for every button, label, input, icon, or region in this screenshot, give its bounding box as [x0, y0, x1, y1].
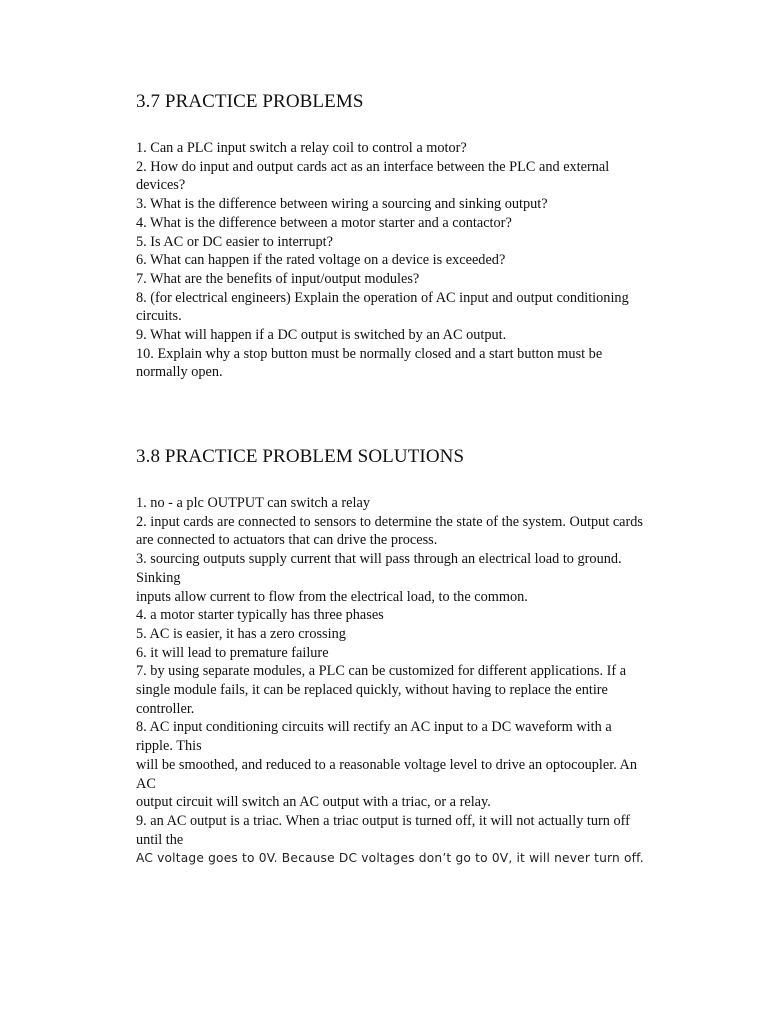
practice-problems-list — [136, 139, 629, 382]
problem-line: 9. What will happen if a DC output is switched by an AC output. — [136, 327, 507, 344]
solution-line: controller. — [136, 700, 195, 717]
practice-problem-solutions-heading: 3.8 PRACTICE PROBLEM SOLUTIONS — [136, 446, 465, 467]
solution-line: until the — [136, 831, 184, 848]
solution-line: AC voltage goes to 0V. Because DC voltages don’t go to 0V, it will never turn off. — [136, 851, 644, 866]
solution-line: are connected to actuators that can drive the process. — [136, 532, 438, 549]
problem-line: 4. What is the difference between a motor starter and a contactor? — [136, 214, 512, 231]
solution-line: 3. sourcing outputs supply current that will pass through an electrical load to ground. — [136, 551, 622, 568]
problem-line: normally open. — [136, 364, 223, 381]
solution-line: ripple. This — [136, 738, 202, 755]
solution-line: 8. AC input conditioning circuits will rectify an AC input to a DC waveform with a — [136, 719, 612, 736]
solution-line: will be smoothed, and reduced to a reasonable voltage level to drive an optocoupler. An — [136, 756, 638, 773]
solution-line: Sinking — [136, 569, 181, 586]
solution-line: inputs allow current to flow from the electrical load, to the common. — [136, 588, 528, 605]
solution-line: output circuit will switch an AC output with a triac, or a relay. — [136, 794, 491, 811]
problem-line: 2. How do input and output cards act as an interface between the PLC and external — [136, 158, 610, 175]
problem-line: 10. Explain why a stop button must be normally closed and a start button must be — [136, 345, 603, 362]
practice-problems-heading: 3.7 PRACTICE PROBLEMS — [136, 91, 364, 112]
solution-line: 1. no - a plc OUTPUT can switch a relay — [136, 495, 370, 511]
solution-line: 7. by using separate modules, a PLC can be customized for different applications. If a — [136, 663, 627, 680]
solution-line: 6. it will lead to premature failure — [136, 644, 329, 661]
solution-line: single module fails, it can be replaced quickly, without having to replace the entire — [136, 682, 608, 699]
solution-line: 9. an AC output is a triac. When a triac output is turned off, it will not actually turn off — [136, 812, 630, 829]
solution-line: 2. input cards are connected to sensors to determine the state of the system. Output cards — [136, 513, 643, 530]
problem-line: 3. What is the difference between wiring a sourcing and sinking output? — [136, 196, 548, 213]
solution-line: 4. a motor starter typically has three phases — [136, 607, 384, 624]
problem-line: 1. Can a PLC input switch a relay coil to control a motor? — [136, 140, 467, 156]
problem-line: 5. Is AC or DC easier to interrupt? — [136, 233, 333, 250]
problem-line: devices? — [136, 177, 186, 194]
problem-line: 7. What are the benefits of input/output modules? — [136, 270, 420, 287]
problem-line: circuits. — [136, 308, 182, 325]
solution-line: AC — [136, 775, 156, 792]
practice-problem-solutions-list — [136, 494, 644, 868]
problem-line: 8. (for electrical engineers) Explain the operation of AC input and output conditioning — [136, 289, 629, 306]
problem-line: 6. What can happen if the rated voltage on a device is exceeded? — [136, 252, 506, 269]
solution-line: 5. AC is easier, it has a zero crossing — [136, 625, 346, 642]
